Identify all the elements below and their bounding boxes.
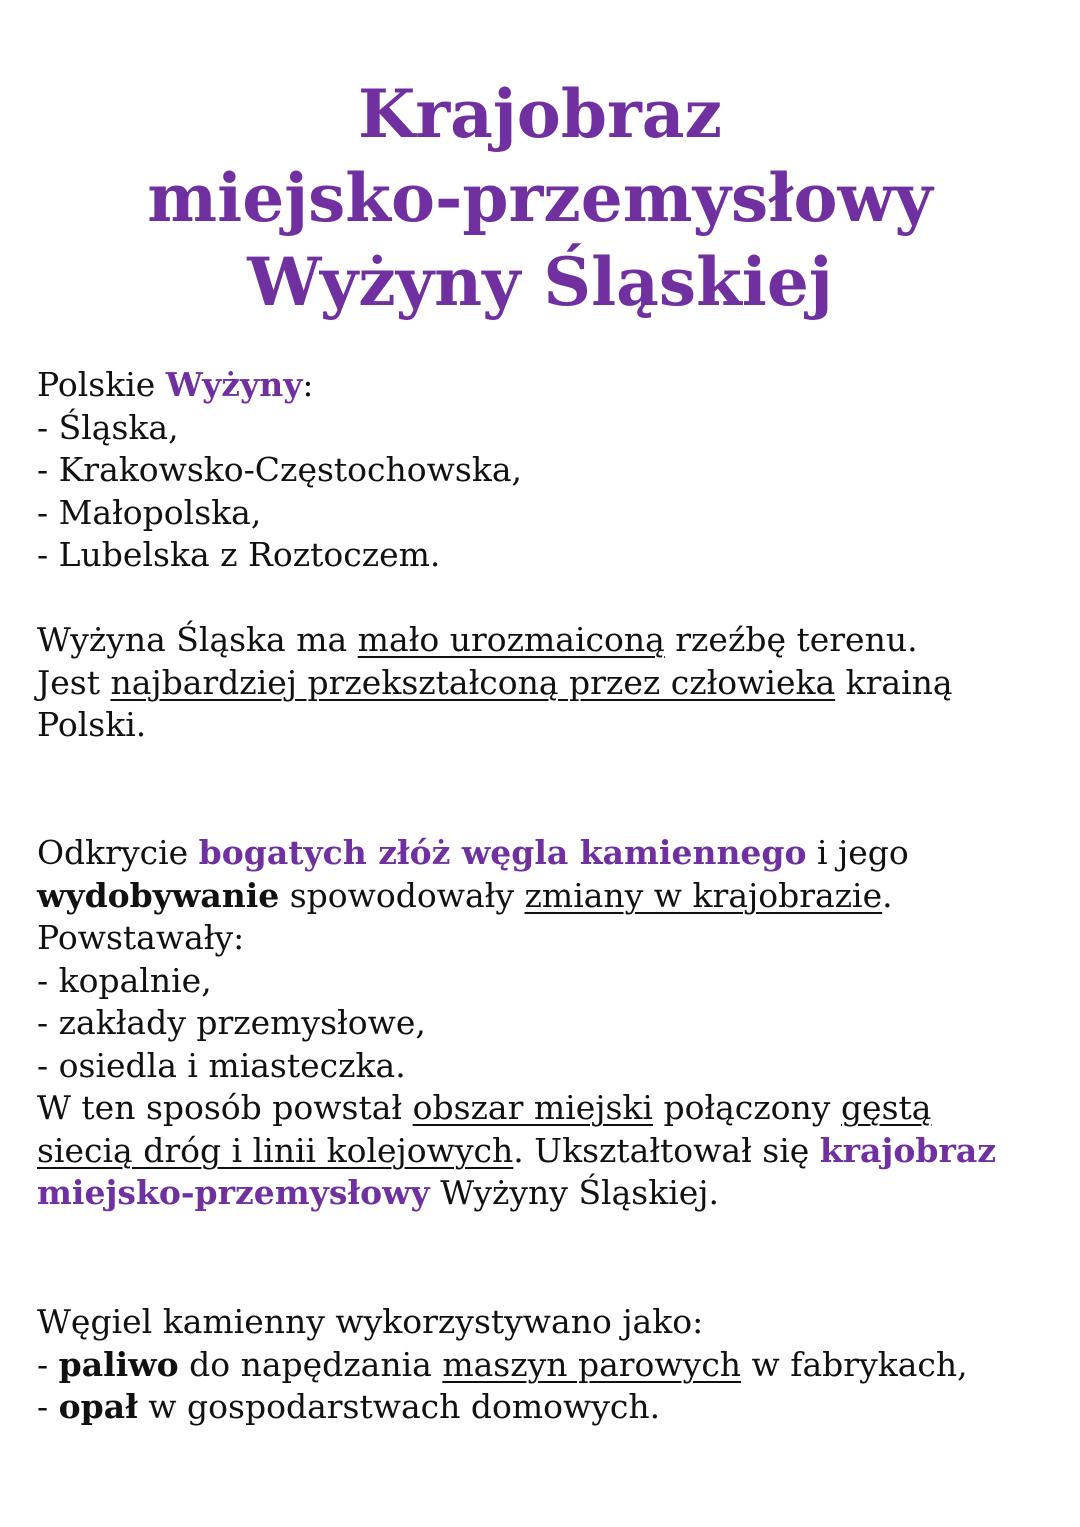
relief-line-3: Polski. xyxy=(37,705,147,744)
list-item: - kopalnie, xyxy=(37,960,212,1000)
usage-bold: opał xyxy=(58,1387,138,1426)
list-item: - Śląska, xyxy=(37,407,179,447)
relief-text: Wyżyna Śląska ma xyxy=(37,620,358,659)
coal-highlight: krajobraz xyxy=(819,1130,996,1170)
coal-line-2 xyxy=(37,875,1057,918)
coal-discovery-section xyxy=(37,832,1057,1215)
relief-text: krainą xyxy=(835,662,953,702)
relief-text: rzeźbę terenu. xyxy=(664,620,918,659)
usage-line-2 xyxy=(37,1344,1057,1387)
list-item: - Krakowsko-Częstochowska, xyxy=(37,450,522,489)
coal-text: . xyxy=(882,875,893,915)
coal-text: . Ukształtował się xyxy=(513,1130,820,1170)
list-item: - osiedla i miasteczka. xyxy=(37,1045,406,1085)
usage-underline: maszyn parowych xyxy=(442,1344,742,1384)
uplands-highlight: Wyżyny xyxy=(165,365,303,404)
relief-section xyxy=(37,619,1057,747)
usage-line-3 xyxy=(37,1386,1057,1429)
uplands-section xyxy=(37,364,1057,577)
relief-line-1 xyxy=(37,619,1057,662)
coal-line-9 xyxy=(37,1172,1057,1215)
coal-usage-section xyxy=(37,1301,1057,1429)
coal-line-7 xyxy=(37,1087,1057,1130)
coal-text: i jego xyxy=(806,833,909,872)
usage-text: - xyxy=(37,1387,59,1426)
relief-line-2 xyxy=(37,662,1057,705)
title-line-1: Krajobraz xyxy=(358,75,722,153)
coal-text: połączony xyxy=(652,1088,841,1127)
relief-underline: najbardziej przekształconą przez człowieka xyxy=(110,662,836,702)
list-item: - Małopolska, xyxy=(37,492,262,532)
usage-bold: paliwo xyxy=(58,1344,179,1384)
coal-line-3: Powstawały: xyxy=(37,918,245,957)
coal-line-1 xyxy=(37,832,1057,875)
relief-text: Jest xyxy=(37,662,111,702)
usage-text: w gospodarstwach domowych. xyxy=(137,1387,661,1426)
coal-highlight: bogatych złóż węgla kamiennego xyxy=(198,833,807,872)
list-item: - Lubelska z Roztoczem. xyxy=(37,535,441,574)
list-item: - zakłady przemysłowe, xyxy=(37,1003,426,1042)
usage-line-1: Węgiel kamienny wykorzystywano jako: xyxy=(37,1302,704,1341)
coal-underline: zmiany w krajobrazie xyxy=(524,875,883,915)
title-line-3: Wyżyny Śląskiej xyxy=(247,243,833,321)
title-line-2: miejsko-przemysłowy xyxy=(147,159,933,237)
coal-text: W ten sposób powstał xyxy=(37,1088,413,1127)
uplands-colon: : xyxy=(302,365,314,404)
coal-underline: siecią dróg i linii kolejowych xyxy=(37,1130,514,1170)
coal-highlight: miejsko-przemysłowy xyxy=(37,1173,430,1212)
coal-underline: gęstą xyxy=(840,1088,932,1127)
coal-text: Wyżyny Śląskiej. xyxy=(429,1173,720,1212)
page-title xyxy=(0,72,1080,324)
coal-line-8 xyxy=(37,1130,1057,1173)
coal-bold: wydobywanie xyxy=(37,875,280,915)
usage-text: - xyxy=(37,1344,59,1384)
usage-text: w fabrykach, xyxy=(741,1344,968,1384)
coal-text: Odkrycie xyxy=(37,833,199,872)
relief-underline: mało urozmaiconą xyxy=(357,620,665,659)
coal-underline: obszar miejski xyxy=(412,1088,653,1127)
usage-text: do napędzania xyxy=(178,1344,443,1384)
coal-text: spowodowały xyxy=(279,875,525,915)
uplands-intro xyxy=(37,364,1057,407)
uplands-intro-text: Polskie xyxy=(37,365,166,404)
